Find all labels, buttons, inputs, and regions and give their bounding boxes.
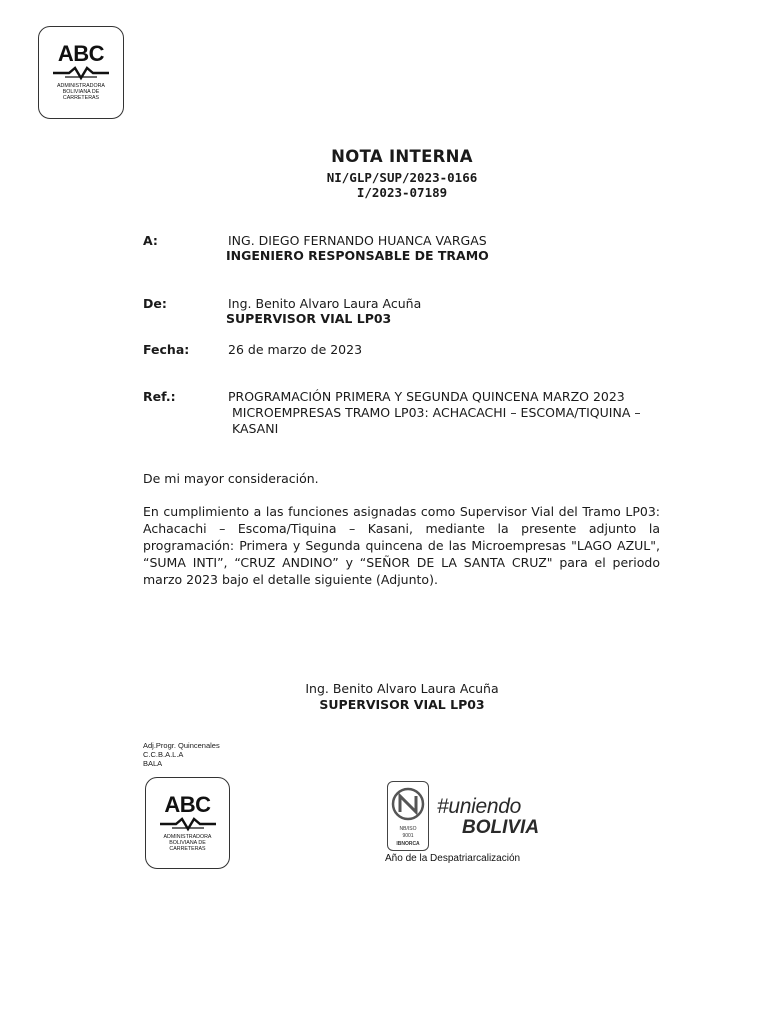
logo-abbr: ABC xyxy=(57,41,105,66)
cert-number: 9001 xyxy=(402,833,414,839)
logo-line2-bottom: BOLIVIANA DE xyxy=(169,840,206,846)
ref-label: Ref.: xyxy=(143,389,176,404)
document-code-2: I/2023-07189 xyxy=(356,185,448,200)
logo-abbr-bottom: ABC xyxy=(164,792,211,817)
ibnorca-logo-icon xyxy=(388,784,428,824)
greeting: De mi mayor consideración. xyxy=(143,471,319,486)
year-motto: Año de la Despatriarcalización xyxy=(385,853,521,864)
signature-name: Ing. Benito Alvaro Laura Acuña xyxy=(305,681,499,696)
iso-certification-badge xyxy=(387,781,429,851)
abc-logo-bottom xyxy=(145,777,230,869)
logo-line2: BOLIVIANA DE xyxy=(62,89,100,95)
logo-line1-bottom: ADMINISTRADORA xyxy=(163,834,212,840)
ref-line-2: MICROEMPRESAS TRAMO LP03: ACHACACHI – ESCOMA/TIQUINA – xyxy=(228,405,641,420)
logo-line3-bottom: CARRETERAS xyxy=(169,846,206,852)
document-title: NOTA INTERNA xyxy=(331,147,473,166)
document-code-1: NI/GLP/SUP/2023-0166 xyxy=(326,170,478,185)
logo-line1: ADMINISTRADORA xyxy=(57,83,105,89)
abc-logo-top xyxy=(38,26,124,119)
ref-line-3: KASANI xyxy=(228,421,279,436)
road-wave-icon xyxy=(158,816,218,832)
from-label: De: xyxy=(143,296,167,311)
campaign-hashtag: #uniendo xyxy=(437,795,522,818)
to-name: ING. DIEGO FERNANDO HUANCA VARGAS xyxy=(228,233,487,248)
road-wave-icon xyxy=(51,65,111,81)
footnote-cc: C.C.B.A.L.A xyxy=(143,750,184,759)
from-position: SUPERVISOR VIAL LP03 xyxy=(226,311,392,326)
cert-org: IBNORCA xyxy=(396,841,420,847)
cert-norm: NB/ISO xyxy=(399,826,417,832)
logo-line3: CARRETERAS xyxy=(62,95,100,101)
to-label: A: xyxy=(143,233,158,248)
campaign-bolivia: BOLIVIA xyxy=(462,817,540,838)
date-label: Fecha: xyxy=(143,342,190,357)
from-name: Ing. Benito Alvaro Laura Acuña xyxy=(228,296,422,311)
footnote-initials: BALA xyxy=(143,759,163,768)
body-paragraph: En cumplimiento a las funciones asignadas como Supervisor Vial del Tramo LP03: Achacachi – Escoma/Tiquina – Kasani, mediante la presente adjunto la programación: Primera y Segunda quincena de las Microempresas "LAGO AZUL", “SUMA INTI”, “CRUZ ANDINO” y “SEÑOR DE LA SANTA CRUZ" para el periodo marzo 2023 bajo el detalle siguiente (Adjunto). xyxy=(143,504,660,587)
signature-position: SUPERVISOR VIAL LP03 xyxy=(319,697,485,712)
date-value: 26 de marzo de 2023 xyxy=(228,342,363,357)
to-position: INGENIERO RESPONSABLE DE TRAMO xyxy=(226,248,489,263)
ref-line-1: PROGRAMACIÓN PRIMERA Y SEGUNDA QUINCENA MARZO 2023 xyxy=(228,389,625,404)
footnote-attachment: Adj.Progr. Quincenales xyxy=(143,741,220,750)
